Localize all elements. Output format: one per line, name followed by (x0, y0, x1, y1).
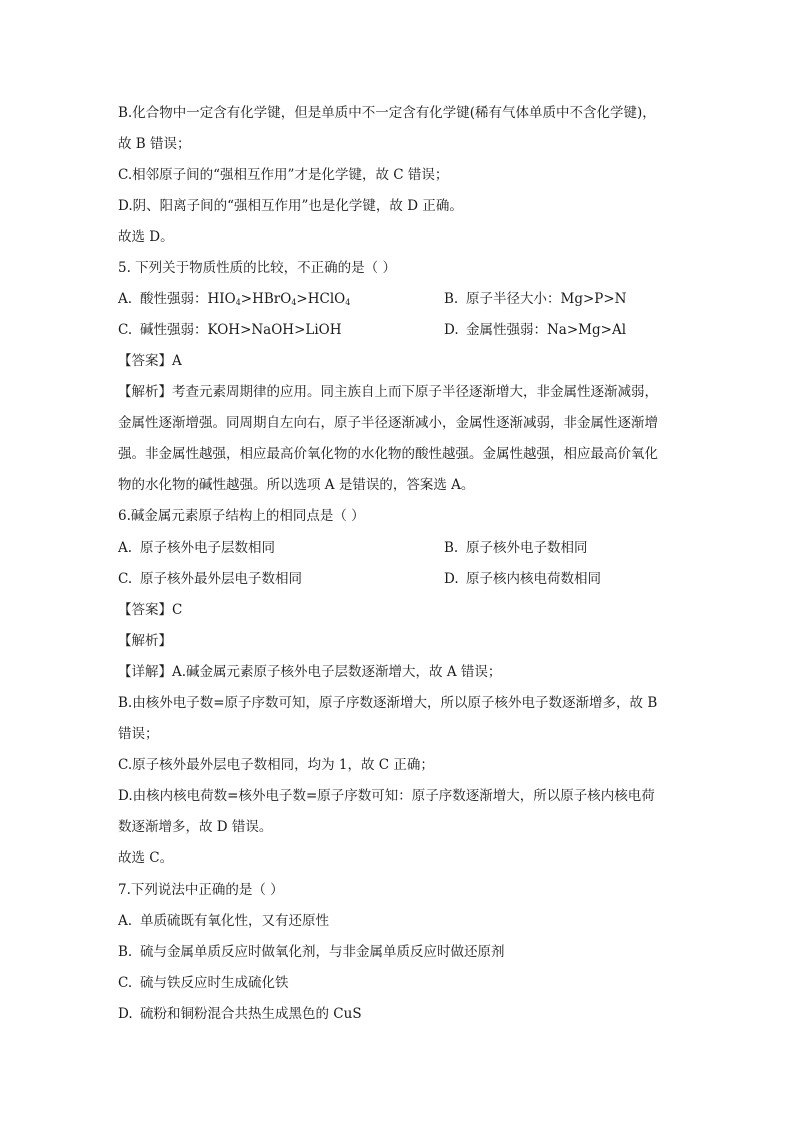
detail-line: 故选 C。 (118, 850, 174, 866)
detail-line: D.由核内核电荷数=核外电子数=原子序数可知：原子序数逐渐增大，所以原子核内核电荷 (118, 788, 655, 804)
text-line: B.化合物中一定含有化学键，但是单质中不一定含有化学键(稀有气体单质中不含化学键)， (118, 105, 656, 121)
question-5-option-a: A. 酸性强弱：$HIO_4>HBrO_4>HClO_4$ (118, 291, 351, 307)
option-letter: B. (444, 291, 459, 307)
option-letter: D. (118, 1006, 133, 1022)
text-line: 故选 D。 (118, 229, 174, 245)
question-7-option-b: B. 硫与金属单质反应时做氧化剂，与非金属单质反应时做还原剂 (118, 944, 505, 960)
analysis-line: 物的水化物的碱性越强。所以选项 A 是错误的，答案选 A。 (118, 477, 475, 493)
question-5-option-b: B. 原子半径大小：Mg>P>N (444, 291, 627, 307)
question-7-stem: 7.下列说法中正确的是（ ） (118, 882, 284, 898)
question-7-option-a: A. 单质硫既有氧化性，又有还原性 (118, 913, 329, 929)
option-letter: D. (444, 322, 459, 338)
question-6-option-b: B. 原子核外电子数相同 (444, 540, 588, 556)
question-6-option-c: C. 原子核外最外层电子数相同 (118, 571, 302, 587)
analysis-heading: 【解析】 (118, 633, 172, 649)
option-letter: B. (118, 944, 133, 960)
detail-line: C.原子核外最外层电子数相同，均为 1，故 C 正确； (118, 757, 434, 773)
question-6-stem: 6.碱金属元素原子结构上的相同点是（ ） (118, 508, 365, 524)
option-letter: C. (118, 322, 133, 338)
question-6-option-a: A. 原子核外电子层数相同 (118, 540, 275, 556)
detail-line: 错误； (118, 726, 159, 742)
detail-line: 数逐渐增多，故 D 错误。 (118, 819, 273, 835)
text-line: 故 B 错误； (118, 136, 191, 152)
analysis-line: 强。非金属性越强，相应最高价氧化物的水化物的酸性越强。金属性越强，相应最高价氧化 (118, 446, 658, 462)
text-line: C.相邻原子间的“强相互作用”才是化学键，故 C 错误； (118, 167, 449, 183)
question-5-option-d: D. 金属性强弱：Na>Mg>Al (444, 322, 627, 338)
option-letter: D. (444, 571, 459, 587)
text-line: D.阴、阳离子间的“强相互作用”也是化学键，故 D 正确。 (118, 198, 463, 214)
option-letter: A. (118, 913, 133, 929)
question-5-stem: 5. 下列关于物质性质的比较，不正确的是（ ） (118, 260, 396, 276)
question-7-option-c: C. 硫与铁反应时生成硫化铁 (118, 975, 289, 991)
question-5-option-c: C. 碱性强弱：KOH>NaOH>LiOH (118, 322, 342, 338)
analysis-line: 【解析】考查元素周期律的应用。同主族自上而下原子半径逐渐增大，非金属性逐渐减弱， (118, 384, 658, 400)
analysis-line: 金属性逐渐增强。同周期自左向右，原子半径逐渐减小，金属性逐渐减弱，非金属性逐渐增 (118, 415, 658, 431)
option-letter: C. (118, 975, 133, 991)
detail-line: B.由核外电子数=原子序数可知，原子序数逐渐增大，所以原子核外电子数逐渐增多，故 B (118, 695, 658, 711)
question-7-option-d: D. 硫粉和铜粉混合共热生成黑色的 CuS (118, 1006, 362, 1022)
detail-line: 【详解】A.碱金属元素原子核外电子层数逐渐增大，故 A 错误； (118, 664, 502, 680)
option-letter: C. (118, 571, 133, 587)
question-6-answer: 【答案】C (118, 602, 183, 618)
option-letter: A. (118, 291, 133, 307)
option-letter: A. (118, 540, 133, 556)
question-5-answer: 【答案】A (118, 353, 182, 369)
option-letter: B. (444, 540, 459, 556)
question-6-option-d: D. 原子核内核电荷数相同 (444, 571, 601, 587)
